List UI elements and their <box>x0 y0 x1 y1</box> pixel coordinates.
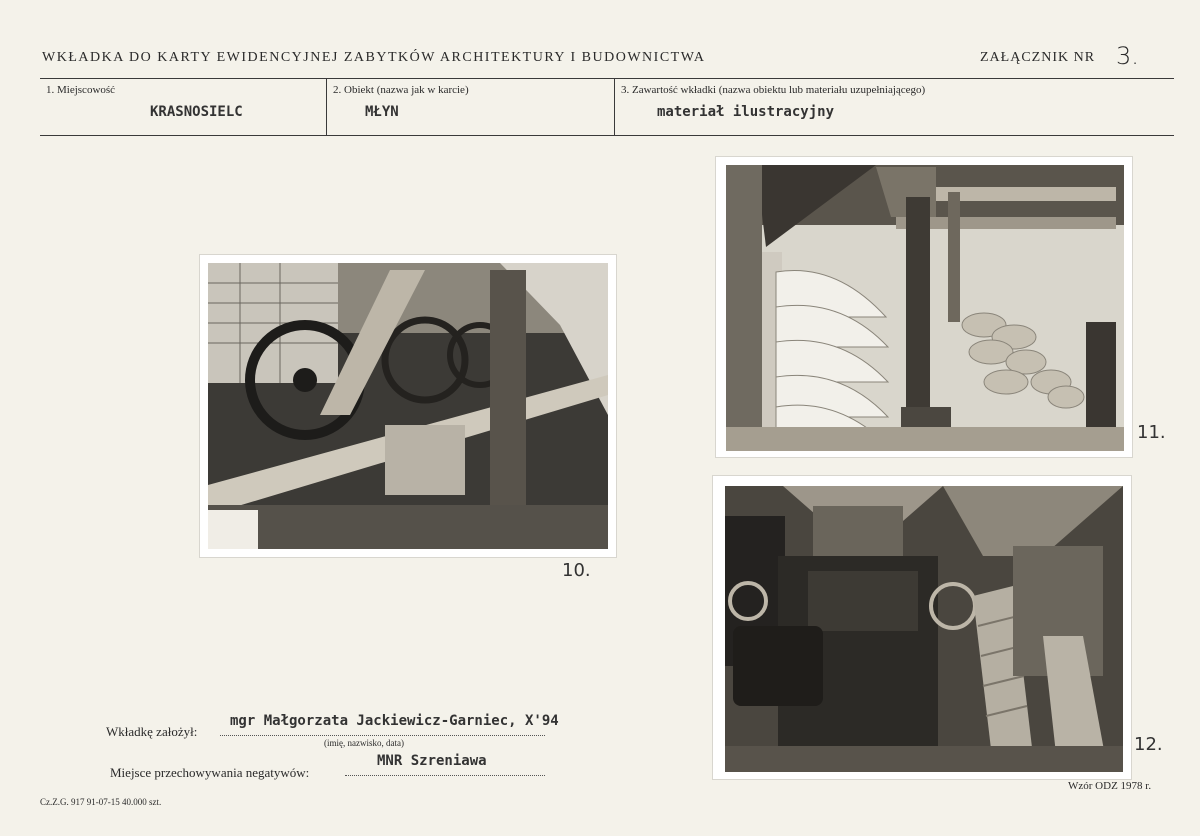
photo-11-number: 11. <box>1137 422 1166 443</box>
content-label: 3. Zawartość wkładki (nazwa obiektu lub materiału uzupełniającego) <box>621 84 926 96</box>
content-value: materiał ilustracyjny <box>657 104 835 120</box>
storage-label: Miejsce przechowywania negatywów: <box>110 765 310 780</box>
author-value: mgr Małgorzata Jackiewicz-Garniec, X'94 <box>230 713 559 729</box>
object-value: MŁYN <box>365 104 399 120</box>
table-top-line <box>40 78 1174 79</box>
print-code: Cz.Z.G. 917 91-07-15 40.000 szt. <box>40 797 162 807</box>
form-title: WKŁADKA DO KARTY EWIDENCYJNEJ ZABYTKÓW ARCHITEKTURY I BUDOWNICTWA <box>42 50 706 65</box>
attachment-number: 3. <box>1116 42 1139 70</box>
photo-10 <box>200 255 616 557</box>
locality-value: KRASNOSIELC <box>150 104 243 120</box>
storage-value: MNR Szreniawa <box>377 753 487 769</box>
attachment-label: ZAŁĄCZNIK NR <box>980 50 1096 65</box>
author-hint: (imię, nazwisko, data) <box>324 738 404 748</box>
photo-12 <box>713 476 1131 779</box>
storage-underline <box>345 775 545 776</box>
form-code: Wzór ODZ 1978 r. <box>1068 780 1152 792</box>
author-label: Wkładkę założył: <box>106 724 198 739</box>
object-label: 2. Obiekt (nazwa jak w karcie) <box>333 84 469 96</box>
table-bottom-line <box>40 135 1174 136</box>
photo-10-number: 10. <box>562 560 591 581</box>
table-divider-1 <box>326 79 327 135</box>
table-divider-2 <box>614 79 615 135</box>
photo-12-number: 12. <box>1134 734 1163 755</box>
photo-11 <box>716 157 1132 457</box>
author-underline <box>220 735 545 736</box>
locality-label: 1. Miejscowość <box>46 84 116 96</box>
